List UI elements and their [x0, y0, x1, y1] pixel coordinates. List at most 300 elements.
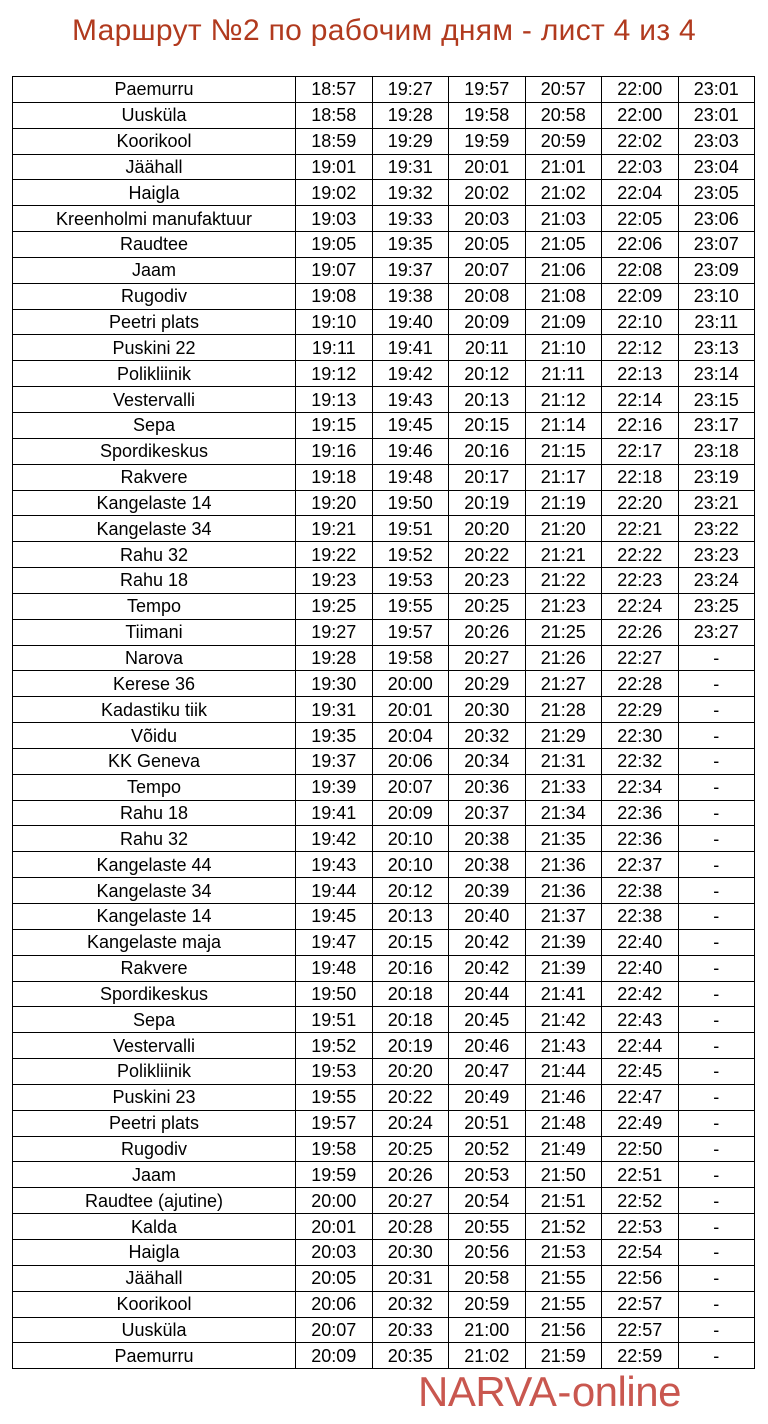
- departure-time-cell: 19:29: [372, 128, 449, 154]
- departure-time-cell: 22:26: [602, 619, 679, 645]
- departure-time-cell: 23:01: [678, 102, 755, 128]
- departure-time-cell: 20:30: [372, 1239, 449, 1265]
- departure-time-cell: 20:42: [449, 929, 526, 955]
- departure-time-cell: 22:45: [602, 1059, 679, 1085]
- page-title: Маршрут №2 по рабочим дням - лист 4 из 4: [71, 14, 697, 47]
- stop-name-cell: Raudtee (ajutine): [13, 1188, 296, 1214]
- table-row: [13, 1239, 755, 1265]
- departure-time-cell: 22:22: [602, 542, 679, 568]
- stop-name-cell: Spordikeskus: [13, 438, 296, 464]
- departure-time-cell: 21:14: [525, 412, 602, 438]
- departure-time-cell: -: [678, 645, 755, 671]
- table-row: [13, 1214, 755, 1240]
- departure-time-cell: 22:30: [602, 723, 679, 749]
- departure-time-cell: 19:16: [296, 438, 373, 464]
- departure-time-cell: 21:42: [525, 1007, 602, 1033]
- departure-time-cell: 19:58: [449, 102, 526, 128]
- stop-name-cell: Kangelaste 44: [13, 852, 296, 878]
- departure-time-cell: 20:20: [372, 1059, 449, 1085]
- departure-time-cell: 22:00: [602, 102, 679, 128]
- table-row: [13, 568, 755, 594]
- logo-brand: NARVA: [418, 1368, 557, 1415]
- departure-time-cell: 23:10: [678, 283, 755, 309]
- stop-name-cell: Kadastiku tiik: [13, 697, 296, 723]
- departure-time-cell: 20:12: [372, 878, 449, 904]
- stop-name-cell: Puskini 23: [13, 1084, 296, 1110]
- table-row: [13, 1317, 755, 1343]
- departure-time-cell: 20:06: [372, 748, 449, 774]
- departure-time-cell: 19:53: [296, 1059, 373, 1085]
- departure-time-cell: 20:01: [372, 697, 449, 723]
- stop-name-cell: Võidu: [13, 723, 296, 749]
- departure-time-cell: -: [678, 1007, 755, 1033]
- departure-time-cell: -: [678, 1059, 755, 1085]
- stop-name-cell: Vestervalli: [13, 387, 296, 413]
- departure-time-cell: 20:24: [372, 1110, 449, 1136]
- departure-time-cell: 22:40: [602, 929, 679, 955]
- stop-name-cell: Uusküla: [13, 102, 296, 128]
- departure-time-cell: 20:26: [372, 1162, 449, 1188]
- departure-time-cell: 20:12: [449, 361, 526, 387]
- stop-name-cell: Haigla: [13, 180, 296, 206]
- departure-time-cell: 21:26: [525, 645, 602, 671]
- table-row: [13, 1110, 755, 1136]
- departure-time-cell: 23:22: [678, 516, 755, 542]
- table-row: [13, 232, 755, 258]
- departure-time-cell: 19:31: [296, 697, 373, 723]
- table-row: [13, 955, 755, 981]
- departure-time-cell: 20:37: [449, 800, 526, 826]
- departure-time-cell: 20:09: [296, 1343, 373, 1369]
- departure-time-cell: 21:53: [525, 1239, 602, 1265]
- stop-name-cell: Jaam: [13, 1162, 296, 1188]
- departure-time-cell: 19:51: [372, 516, 449, 542]
- departure-time-cell: 22:12: [602, 335, 679, 361]
- table-row: [13, 645, 755, 671]
- stop-name-cell: Jaam: [13, 257, 296, 283]
- departure-time-cell: 19:42: [296, 826, 373, 852]
- departure-time-cell: 21:36: [525, 878, 602, 904]
- departure-time-cell: 20:59: [525, 128, 602, 154]
- departure-time-cell: 22:52: [602, 1188, 679, 1214]
- table-row: [13, 1265, 755, 1291]
- departure-time-cell: 22:13: [602, 361, 679, 387]
- table-row: [13, 1059, 755, 1085]
- departure-time-cell: 20:08: [449, 283, 526, 309]
- table-row: [13, 516, 755, 542]
- departure-time-cell: 22:20: [602, 490, 679, 516]
- departure-time-cell: 20:20: [449, 516, 526, 542]
- departure-time-cell: 20:05: [296, 1265, 373, 1291]
- departure-time-cell: 21:37: [525, 904, 602, 930]
- table-row: [13, 1084, 755, 1110]
- departure-time-cell: 20:54: [449, 1188, 526, 1214]
- departure-time-cell: -: [678, 929, 755, 955]
- departure-time-cell: 21:55: [525, 1265, 602, 1291]
- departure-time-cell: 22:40: [602, 955, 679, 981]
- departure-time-cell: -: [678, 1291, 755, 1317]
- departure-time-cell: 19:33: [372, 206, 449, 232]
- departure-time-cell: 18:57: [296, 77, 373, 103]
- timetable-body: [13, 77, 755, 1369]
- stop-name-cell: Kangelaste 14: [13, 490, 296, 516]
- stop-name-cell: Kreenholmi manufaktuur: [13, 206, 296, 232]
- departure-time-cell: 20:26: [449, 619, 526, 645]
- departure-time-cell: 23:21: [678, 490, 755, 516]
- stop-name-cell: Puskini 22: [13, 335, 296, 361]
- stop-name-cell: Rahu 32: [13, 826, 296, 852]
- table-row: [13, 593, 755, 619]
- stop-name-cell: Narova: [13, 645, 296, 671]
- departure-time-cell: 20:15: [372, 929, 449, 955]
- departure-time-cell: -: [678, 1265, 755, 1291]
- departure-time-cell: 20:04: [372, 723, 449, 749]
- departure-time-cell: 20:52: [449, 1136, 526, 1162]
- departure-time-cell: 20:19: [449, 490, 526, 516]
- departure-time-cell: 21:31: [525, 748, 602, 774]
- departure-time-cell: 20:44: [449, 981, 526, 1007]
- departure-time-cell: 20:32: [449, 723, 526, 749]
- departure-time-cell: -: [678, 878, 755, 904]
- departure-time-cell: 18:58: [296, 102, 373, 128]
- departure-time-cell: -: [678, 904, 755, 930]
- departure-time-cell: 22:57: [602, 1291, 679, 1317]
- departure-time-cell: 19:11: [296, 335, 373, 361]
- departure-time-cell: 23:23: [678, 542, 755, 568]
- departure-time-cell: 20:32: [372, 1291, 449, 1317]
- departure-time-cell: 23:09: [678, 257, 755, 283]
- departure-time-cell: 20:27: [372, 1188, 449, 1214]
- departure-time-cell: 20:29: [449, 671, 526, 697]
- departure-time-cell: -: [678, 800, 755, 826]
- departure-time-cell: 22:03: [602, 154, 679, 180]
- stop-name-cell: Uusküla: [13, 1317, 296, 1343]
- table-row: [13, 697, 755, 723]
- departure-time-cell: 21:55: [525, 1291, 602, 1317]
- table-row: [13, 800, 755, 826]
- departure-time-cell: 20:01: [449, 154, 526, 180]
- table-row: [13, 128, 755, 154]
- departure-time-cell: 19:53: [372, 568, 449, 594]
- stop-name-cell: Tempo: [13, 593, 296, 619]
- departure-time-cell: 19:45: [296, 904, 373, 930]
- stop-name-cell: Polikliinik: [13, 1059, 296, 1085]
- departure-time-cell: -: [678, 1136, 755, 1162]
- departure-time-cell: -: [678, 1162, 755, 1188]
- departure-time-cell: 23:14: [678, 361, 755, 387]
- departure-time-cell: 19:10: [296, 309, 373, 335]
- departure-time-cell: 20:03: [449, 206, 526, 232]
- departure-time-cell: 22:59: [602, 1343, 679, 1369]
- departure-time-cell: 23:04: [678, 154, 755, 180]
- departure-time-cell: -: [678, 1084, 755, 1110]
- departure-time-cell: 19:07: [296, 257, 373, 283]
- departure-time-cell: 21:09: [525, 309, 602, 335]
- departure-time-cell: 20:27: [449, 645, 526, 671]
- stop-name-cell: Koorikool: [13, 128, 296, 154]
- departure-time-cell: 22:14: [602, 387, 679, 413]
- departure-time-cell: 19:43: [372, 387, 449, 413]
- stop-name-cell: Rahu 18: [13, 568, 296, 594]
- departure-time-cell: 19:27: [372, 77, 449, 103]
- departure-time-cell: 20:59: [449, 1291, 526, 1317]
- departure-time-cell: 21:33: [525, 774, 602, 800]
- departure-time-cell: 22:24: [602, 593, 679, 619]
- departure-time-cell: 20:47: [449, 1059, 526, 1085]
- table-row: [13, 77, 755, 103]
- departure-time-cell: 20:07: [449, 257, 526, 283]
- table-row: [13, 1162, 755, 1188]
- departure-time-cell: 21:22: [525, 568, 602, 594]
- departure-time-cell: 23:19: [678, 464, 755, 490]
- departure-time-cell: 20:56: [449, 1239, 526, 1265]
- departure-time-cell: 19:50: [372, 490, 449, 516]
- departure-time-cell: 22:16: [602, 412, 679, 438]
- departure-time-cell: 19:52: [296, 1033, 373, 1059]
- departure-time-cell: 19:21: [296, 516, 373, 542]
- departure-time-cell: 19:55: [372, 593, 449, 619]
- departure-time-cell: 20:07: [372, 774, 449, 800]
- table-row: [13, 283, 755, 309]
- departure-time-cell: 21:46: [525, 1084, 602, 1110]
- table-row: [13, 904, 755, 930]
- departure-time-cell: 23:01: [678, 77, 755, 103]
- departure-time-cell: -: [678, 1214, 755, 1240]
- departure-time-cell: 20:03: [296, 1239, 373, 1265]
- departure-time-cell: 19:52: [372, 542, 449, 568]
- departure-time-cell: 22:44: [602, 1033, 679, 1059]
- departure-time-cell: 22:38: [602, 904, 679, 930]
- table-row: [13, 774, 755, 800]
- stop-name-cell: Kerese 36: [13, 671, 296, 697]
- departure-time-cell: 19:18: [296, 464, 373, 490]
- departure-time-cell: 19:01: [296, 154, 373, 180]
- departure-time-cell: 21:48: [525, 1110, 602, 1136]
- departure-time-cell: 20:16: [449, 438, 526, 464]
- departure-time-cell: 22:43: [602, 1007, 679, 1033]
- departure-time-cell: 21:10: [525, 335, 602, 361]
- departure-time-cell: 20:51: [449, 1110, 526, 1136]
- departure-time-cell: -: [678, 826, 755, 852]
- departure-time-cell: 19:22: [296, 542, 373, 568]
- departure-time-cell: 21:08: [525, 283, 602, 309]
- departure-time-cell: 22:42: [602, 981, 679, 1007]
- departure-time-cell: 21:00: [449, 1317, 526, 1343]
- departure-time-cell: 20:53: [449, 1162, 526, 1188]
- departure-time-cell: 20:58: [525, 102, 602, 128]
- departure-time-cell: 22:10: [602, 309, 679, 335]
- departure-time-cell: 23:25: [678, 593, 755, 619]
- departure-time-cell: 19:48: [296, 955, 373, 981]
- departure-time-cell: 20:34: [449, 748, 526, 774]
- stop-name-cell: Peetri plats: [13, 309, 296, 335]
- stop-name-cell: Jäähall: [13, 154, 296, 180]
- departure-time-cell: 23:07: [678, 232, 755, 258]
- stop-name-cell: Paemurru: [13, 77, 296, 103]
- departure-time-cell: 19:45: [372, 412, 449, 438]
- departure-time-cell: 19:12: [296, 361, 373, 387]
- table-row: [13, 309, 755, 335]
- stop-name-cell: Spordikeskus: [13, 981, 296, 1007]
- table-row: [13, 387, 755, 413]
- departure-time-cell: 20:33: [372, 1317, 449, 1343]
- departure-time-cell: -: [678, 723, 755, 749]
- table-row: [13, 981, 755, 1007]
- table-row: [13, 490, 755, 516]
- departure-time-cell: 22:34: [602, 774, 679, 800]
- departure-time-cell: 21:43: [525, 1033, 602, 1059]
- departure-time-cell: 22:47: [602, 1084, 679, 1110]
- departure-time-cell: 20:35: [372, 1343, 449, 1369]
- departure-time-cell: 22:49: [602, 1110, 679, 1136]
- departure-time-cell: 20:36: [449, 774, 526, 800]
- departure-time-cell: 21:17: [525, 464, 602, 490]
- departure-time-cell: 19:27: [296, 619, 373, 645]
- stop-name-cell: Rakvere: [13, 464, 296, 490]
- timetable: [12, 76, 755, 1369]
- table-row: [13, 257, 755, 283]
- departure-time-cell: 20:39: [449, 878, 526, 904]
- table-row: [13, 180, 755, 206]
- departure-time-cell: 20:00: [296, 1188, 373, 1214]
- departure-time-cell: 19:38: [372, 283, 449, 309]
- departure-time-cell: 19:58: [372, 645, 449, 671]
- departure-time-cell: 21:19: [525, 490, 602, 516]
- departure-time-cell: 19:25: [296, 593, 373, 619]
- departure-time-cell: 19:42: [372, 361, 449, 387]
- departure-time-cell: 21:35: [525, 826, 602, 852]
- departure-time-cell: 21:29: [525, 723, 602, 749]
- departure-time-cell: 21:02: [525, 180, 602, 206]
- departure-time-cell: 19:32: [372, 180, 449, 206]
- stop-name-cell: Sepa: [13, 412, 296, 438]
- departure-time-cell: 21:39: [525, 955, 602, 981]
- logo-online: online: [571, 1368, 681, 1415]
- stop-name-cell: Rugodiv: [13, 283, 296, 309]
- stop-name-cell: Rahu 32: [13, 542, 296, 568]
- departure-time-cell: 22:08: [602, 257, 679, 283]
- departure-time-cell: 20:00: [372, 671, 449, 697]
- stop-name-cell: Polikliinik: [13, 361, 296, 387]
- stop-name-cell: Raudtee: [13, 232, 296, 258]
- departure-time-cell: 20:06: [296, 1291, 373, 1317]
- stop-name-cell: KK Geneva: [13, 748, 296, 774]
- stop-name-cell: Kangelaste maja: [13, 929, 296, 955]
- table-row: [13, 929, 755, 955]
- departure-time-cell: 19:41: [372, 335, 449, 361]
- departure-time-cell: 20:38: [449, 852, 526, 878]
- departure-time-cell: 20:16: [372, 955, 449, 981]
- stop-name-cell: Sepa: [13, 1007, 296, 1033]
- stop-name-cell: Paemurru: [13, 1343, 296, 1369]
- table-row: [13, 1007, 755, 1033]
- table-row: [13, 723, 755, 749]
- departure-time-cell: 18:59: [296, 128, 373, 154]
- departure-time-cell: 20:10: [372, 852, 449, 878]
- departure-time-cell: 19:47: [296, 929, 373, 955]
- departure-time-cell: 22:06: [602, 232, 679, 258]
- departure-time-cell: 19:40: [372, 309, 449, 335]
- departure-time-cell: 23:18: [678, 438, 755, 464]
- stop-name-cell: Peetri plats: [13, 1110, 296, 1136]
- departure-time-cell: 20:18: [372, 1007, 449, 1033]
- departure-time-cell: 23:03: [678, 128, 755, 154]
- departure-time-cell: 19:13: [296, 387, 373, 413]
- departure-time-cell: 21:11: [525, 361, 602, 387]
- departure-time-cell: 19:28: [296, 645, 373, 671]
- departure-time-cell: 20:07: [296, 1317, 373, 1343]
- departure-time-cell: 19:46: [372, 438, 449, 464]
- stop-name-cell: Vestervalli: [13, 1033, 296, 1059]
- table-row: [13, 102, 755, 128]
- departure-time-cell: 22:21: [602, 516, 679, 542]
- departure-time-cell: 19:20: [296, 490, 373, 516]
- departure-time-cell: 22:17: [602, 438, 679, 464]
- table-row: [13, 671, 755, 697]
- stop-name-cell: Koorikool: [13, 1291, 296, 1317]
- departure-time-cell: 23:13: [678, 335, 755, 361]
- table-row: [13, 826, 755, 852]
- departure-time-cell: 21:41: [525, 981, 602, 1007]
- departure-time-cell: 19:44: [296, 878, 373, 904]
- table-row: [13, 1343, 755, 1369]
- departure-time-cell: 21:12: [525, 387, 602, 413]
- departure-time-cell: 20:05: [449, 232, 526, 258]
- departure-time-cell: 20:30: [449, 697, 526, 723]
- departure-time-cell: 21:39: [525, 929, 602, 955]
- table-row: [13, 154, 755, 180]
- table-row: [13, 852, 755, 878]
- departure-time-cell: 20:02: [449, 180, 526, 206]
- departure-time-cell: 19:57: [449, 77, 526, 103]
- departure-time-cell: 22:02: [602, 128, 679, 154]
- departure-time-cell: 19:30: [296, 671, 373, 697]
- stop-name-cell: Jäähall: [13, 1265, 296, 1291]
- departure-time-cell: 21:50: [525, 1162, 602, 1188]
- departure-time-cell: 22:37: [602, 852, 679, 878]
- departure-time-cell: 19:37: [296, 748, 373, 774]
- departure-time-cell: 19:03: [296, 206, 373, 232]
- table-row: [13, 412, 755, 438]
- departure-time-cell: 20:55: [449, 1214, 526, 1240]
- departure-time-cell: 19:02: [296, 180, 373, 206]
- departure-time-cell: -: [678, 852, 755, 878]
- stop-name-cell: Tiimani: [13, 619, 296, 645]
- departure-time-cell: 19:35: [296, 723, 373, 749]
- departure-time-cell: 22:09: [602, 283, 679, 309]
- stop-name-cell: Rakvere: [13, 955, 296, 981]
- departure-time-cell: 22:57: [602, 1317, 679, 1343]
- departure-time-cell: -: [678, 1239, 755, 1265]
- departure-time-cell: -: [678, 1188, 755, 1214]
- departure-time-cell: 19:35: [372, 232, 449, 258]
- departure-time-cell: 20:01: [296, 1214, 373, 1240]
- departure-time-cell: 21:49: [525, 1136, 602, 1162]
- departure-time-cell: 20:13: [372, 904, 449, 930]
- departure-time-cell: 20:38: [449, 826, 526, 852]
- table-row: [13, 878, 755, 904]
- departure-time-cell: 21:15: [525, 438, 602, 464]
- departure-time-cell: 19:48: [372, 464, 449, 490]
- departure-time-cell: 19:41: [296, 800, 373, 826]
- table-row: [13, 1291, 755, 1317]
- departure-time-cell: 20:15: [449, 412, 526, 438]
- departure-time-cell: 20:17: [449, 464, 526, 490]
- narva-online-logo: [418, 1368, 681, 1418]
- departure-time-cell: -: [678, 1343, 755, 1369]
- stop-name-cell: Kalda: [13, 1214, 296, 1240]
- departure-time-cell: 21:25: [525, 619, 602, 645]
